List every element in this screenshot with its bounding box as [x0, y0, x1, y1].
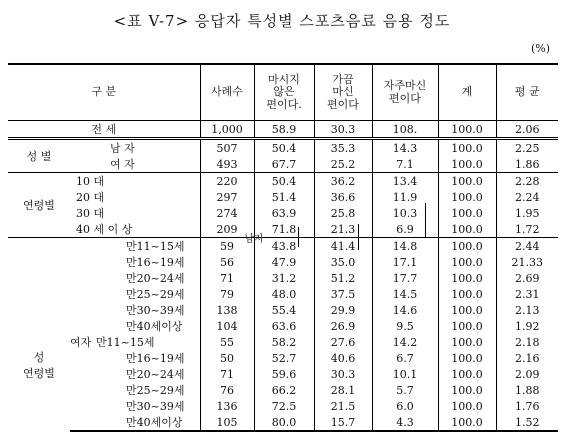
table-cell: 100.0	[438, 173, 496, 190]
row-label-text: 40 세 이 상	[76, 223, 133, 236]
row-label-text: 만11~15세	[96, 336, 155, 349]
row-label	[70, 366, 200, 382]
header-col: 가끔 마신 편이다	[314, 64, 372, 121]
table-cell: 2.09	[496, 366, 558, 382]
table-row	[8, 173, 558, 190]
table-cell: 1.92	[496, 318, 558, 334]
table-cell: 100.0	[438, 270, 496, 286]
table-cell: 26.9	[314, 318, 372, 334]
table-cell: 67.7	[254, 156, 314, 173]
row-label-text: 만25~29세	[126, 288, 185, 301]
table-cell: 14.3	[372, 139, 438, 157]
table-cell: 71	[200, 366, 254, 382]
table-cell: 100.0	[438, 254, 496, 270]
table-cell: 2.18	[496, 334, 558, 350]
row-label-text: 남 자	[110, 142, 135, 155]
table-cell: 100.0	[438, 238, 496, 255]
table-cell: 2.69	[496, 270, 558, 286]
table-cell: 507	[200, 139, 254, 157]
row-label	[70, 398, 200, 414]
table-cell: 209	[200, 221, 254, 238]
row-label-text: 만20~24세	[126, 368, 185, 381]
group-label: 성 연령별	[8, 238, 70, 432]
row-label	[70, 270, 200, 286]
table-cell: 14.5	[372, 286, 438, 302]
trend-arrow	[298, 227, 299, 247]
row-label	[70, 189, 200, 205]
table-cell: 493	[200, 156, 254, 173]
table-cell: 2.25	[496, 139, 558, 157]
table-cell: 28.1	[314, 382, 372, 398]
row-label	[70, 205, 200, 221]
table-row	[8, 205, 558, 221]
row-label-text: 만30~39세	[126, 400, 185, 413]
table-cell: 13.4	[372, 173, 438, 190]
gender-sublabel: 남자	[244, 234, 264, 245]
table-cell: 1.95	[496, 205, 558, 221]
table-cell: 21.5	[314, 398, 372, 414]
row-label	[70, 350, 200, 366]
table-cell: 14.2	[372, 334, 438, 350]
table-cell: 15.7	[314, 414, 372, 431]
table-cell: 27.6	[314, 334, 372, 350]
table-cell: 220	[200, 173, 254, 190]
table-cell: 36.6	[314, 189, 372, 205]
table-row	[8, 302, 558, 318]
table-cell: 2.13	[496, 302, 558, 318]
table-cell: 59	[200, 238, 254, 255]
table-cell: 79	[200, 286, 254, 302]
table-cell: 1.52	[496, 414, 558, 431]
table-cell: 100.0	[438, 366, 496, 382]
table-cell: 31.2	[254, 270, 314, 286]
table-cell: 10.1	[372, 366, 438, 382]
unit-label: (%)	[530, 42, 550, 55]
table-cell: 41.4	[314, 238, 372, 255]
table-cell: 52.7	[254, 350, 314, 366]
table-cell: 297	[200, 189, 254, 205]
header-col: 자주마신 편이다	[372, 64, 438, 121]
table-cell: 100.0	[438, 382, 496, 398]
row-label-text: 만20~24세	[126, 272, 185, 285]
table-row	[8, 414, 558, 431]
table-cell: 55	[200, 334, 254, 350]
row-label-text: 만16~19세	[126, 256, 185, 269]
row-label-text: 만25~29세	[126, 384, 185, 397]
table-cell: 100.0	[438, 221, 496, 238]
table-cell: 1.72	[496, 221, 558, 238]
table-cell: 47.9	[254, 254, 314, 270]
table-cell: 63.9	[254, 205, 314, 221]
table-cell: 7.1	[372, 156, 438, 173]
table-cell: 59.6	[254, 366, 314, 382]
table-cell: 11.9	[372, 189, 438, 205]
table-cell: 9.5	[372, 318, 438, 334]
table-cell: 76	[200, 382, 254, 398]
table-row	[8, 139, 558, 157]
table-cell: 100.0	[438, 139, 496, 157]
table-cell: 29.9	[314, 302, 372, 318]
row-label-text: 만11~15세	[126, 240, 185, 253]
group-label: 연령별	[8, 173, 70, 238]
header-row	[8, 64, 558, 121]
table-cell: 48.0	[254, 286, 314, 302]
table-cell: 17.1	[372, 254, 438, 270]
header-col: 사례수	[200, 64, 254, 121]
table-cell: 4.3	[372, 414, 438, 431]
row-label	[70, 221, 200, 238]
trend-arrow	[425, 203, 426, 237]
row-label	[70, 254, 200, 270]
table-cell: 5.7	[372, 382, 438, 398]
table-title: <표 V-7> 응답자 특성별 스포츠음료 음용 정도	[113, 12, 451, 30]
table-cell: 50.4	[254, 173, 314, 190]
table-cell: 100.0	[438, 350, 496, 366]
table-cell: 136	[200, 398, 254, 414]
group-label: 성 별	[8, 139, 70, 173]
row-label-text: 30 대	[76, 207, 105, 220]
table-cell: 58.9	[254, 121, 314, 139]
table-row	[8, 350, 558, 366]
header-col: 평 균	[496, 64, 558, 121]
table-cell: 6.7	[372, 350, 438, 366]
table-cell: 71.8	[254, 221, 314, 238]
row-label-text: 여 자	[110, 158, 135, 171]
table-cell: 72.5	[254, 398, 314, 414]
table-row	[8, 382, 558, 398]
table-cell: 30.3	[314, 366, 372, 382]
header-category: 구 분	[8, 64, 200, 121]
table-cell: 25.8	[314, 205, 372, 221]
row-label	[70, 414, 200, 431]
table-cell: 10.3	[372, 205, 438, 221]
row-label-text: 만40세이상	[126, 320, 183, 333]
table-row	[8, 270, 558, 286]
table-cell: 104	[200, 318, 254, 334]
table-cell: 2.16	[496, 350, 558, 366]
table-cell: 100.0	[438, 414, 496, 431]
row-label: 전 세	[8, 121, 200, 139]
table-cell: 58.2	[254, 334, 314, 350]
table-cell: 100.0	[438, 334, 496, 350]
table-row	[8, 398, 558, 414]
row-label	[70, 382, 200, 398]
table-cell: 43.8	[254, 238, 314, 255]
trend-arrow	[358, 224, 359, 250]
header-col: 계	[438, 64, 496, 121]
table-cell: 6.0	[372, 398, 438, 414]
table-cell: 274	[200, 205, 254, 221]
table-cell: 66.2	[254, 382, 314, 398]
table-cell: 50.4	[254, 139, 314, 157]
table-row	[8, 156, 558, 173]
table-cell: 35.0	[314, 254, 372, 270]
table-cell: 2.28	[496, 173, 558, 190]
table-row	[8, 334, 558, 350]
table-cell: 55.4	[254, 302, 314, 318]
table-cell: 100.0	[438, 286, 496, 302]
table-cell: 108.	[372, 121, 438, 139]
table-cell: 2.44	[496, 238, 558, 255]
table-row	[8, 238, 558, 255]
table-cell: 100.0	[438, 121, 496, 139]
table-cell: 37.5	[314, 286, 372, 302]
table-cell: 36.2	[314, 173, 372, 190]
row-label-text: 10 대	[76, 175, 105, 188]
row-label	[70, 286, 200, 302]
table-cell: 80.0	[254, 414, 314, 431]
table-row	[8, 318, 558, 334]
row-label	[70, 173, 200, 190]
table-row	[8, 189, 558, 205]
table-cell: 100.0	[438, 189, 496, 205]
table-cell: 35.3	[314, 139, 372, 157]
table-cell: 14.8	[372, 238, 438, 255]
table-cell: 100.0	[438, 302, 496, 318]
table-row	[8, 121, 558, 139]
table-cell: 6.9	[372, 221, 438, 238]
table-cell: 2.06	[496, 121, 558, 139]
table-cell: 1.88	[496, 382, 558, 398]
header-col: 마시지 않은 편이다.	[254, 64, 314, 121]
table-cell: 63.6	[254, 318, 314, 334]
table-cell: 100.0	[438, 318, 496, 334]
table-row	[8, 286, 558, 302]
table-cell: 2.24	[496, 189, 558, 205]
table-cell: 17.7	[372, 270, 438, 286]
row-label-text: 만16~19세	[126, 352, 185, 365]
table-cell: 25.2	[314, 156, 372, 173]
row-label	[70, 334, 200, 350]
row-label	[70, 318, 200, 334]
table-cell: 100.0	[438, 398, 496, 414]
table-cell: 1.86	[496, 156, 558, 173]
table-cell: 105	[200, 414, 254, 431]
table-cell: 2.31	[496, 286, 558, 302]
table-cell: 40.6	[314, 350, 372, 366]
survey-table	[8, 63, 558, 432]
table-cell: 56	[200, 254, 254, 270]
row-label	[70, 302, 200, 318]
table-cell: 1.76	[496, 398, 558, 414]
row-label	[70, 139, 200, 157]
row-label-text: 만40세이상	[126, 416, 183, 429]
table-row	[8, 221, 558, 238]
table-row	[8, 366, 558, 382]
table-cell: 51.4	[254, 189, 314, 205]
table-cell: 30.3	[314, 121, 372, 139]
table-cell: 14.6	[372, 302, 438, 318]
table-cell: 71	[200, 270, 254, 286]
table-cell: 21.33	[496, 254, 558, 270]
table-cell: 138	[200, 302, 254, 318]
table-cell: 100.0	[438, 205, 496, 221]
table-cell: 21.3	[314, 221, 372, 238]
table-row	[8, 254, 558, 270]
table-cell: 50	[200, 350, 254, 366]
row-label-text: 20 대	[76, 191, 105, 204]
row-label-text: 만30~39세	[126, 304, 185, 317]
table-cell: 100.0	[438, 156, 496, 173]
gender-sublabel: 여자	[70, 336, 92, 349]
row-label	[70, 156, 200, 173]
table-cell: 1,000	[200, 121, 254, 139]
table-cell: 51.2	[314, 270, 372, 286]
